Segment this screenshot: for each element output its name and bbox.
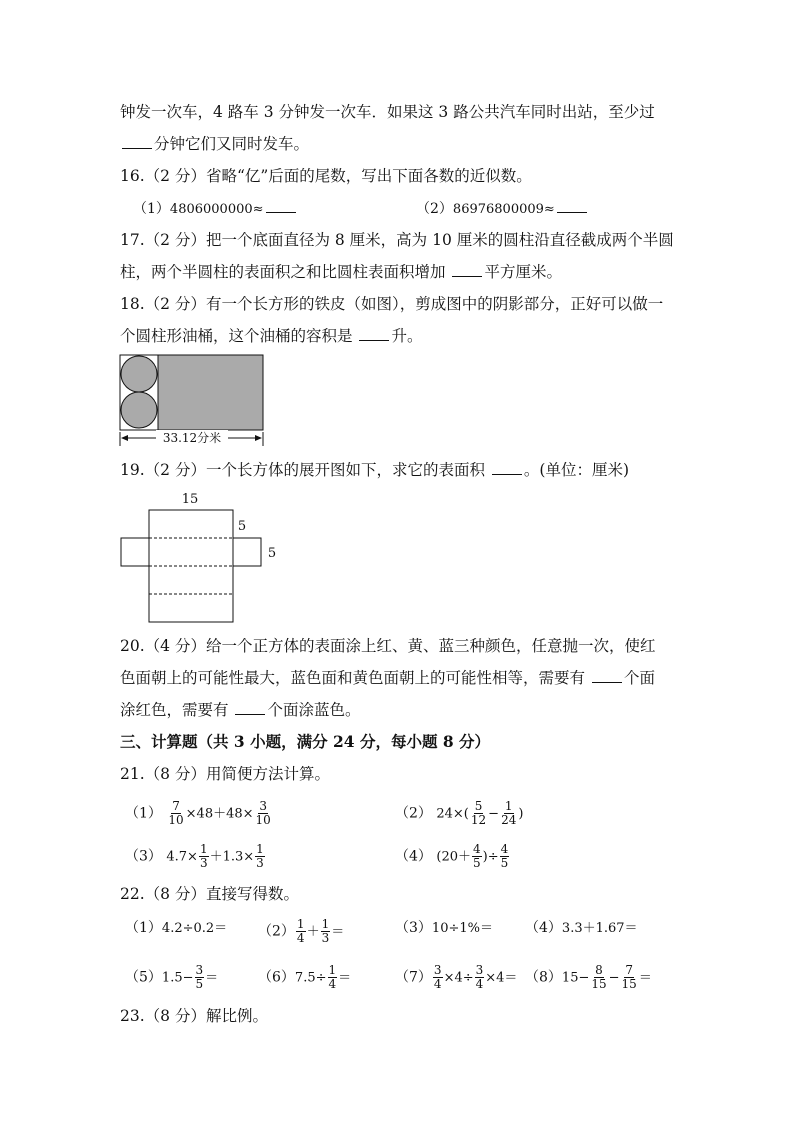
q21-part1 — [125, 800, 273, 827]
denominator: 10 — [255, 813, 271, 827]
fraction — [199, 843, 209, 870]
numerator: 3 — [259, 799, 267, 813]
q19-answer-blank[interactable] — [492, 460, 522, 475]
operator: 1.5− — [161, 970, 194, 986]
q17-line2 — [120, 262, 562, 282]
denominator: 3 — [321, 931, 330, 945]
q22-part1 — [125, 918, 227, 939]
operator: ＋1.3× — [209, 849, 255, 865]
dim-top-label: 15 — [181, 492, 199, 507]
q17-line2-pre: 柱，两个半圆柱的表面积之和比圆柱表面积增加 — [120, 263, 446, 281]
fraction — [296, 918, 306, 945]
circle-bottom — [121, 392, 157, 428]
q17-answer-blank[interactable] — [452, 262, 482, 277]
q17-line2-post: 平方厘米。 — [484, 263, 562, 281]
denominator: 15 — [591, 977, 607, 991]
q18-answer-blank[interactable] — [359, 326, 389, 341]
fraction — [621, 964, 638, 991]
q21-part2-label: （2） — [395, 805, 432, 822]
numerator: 1 — [199, 842, 208, 856]
net-left-flap — [121, 538, 149, 566]
q16-part1 — [133, 198, 298, 220]
operator: 15− — [561, 970, 590, 986]
fraction — [195, 964, 205, 991]
numerator: 3 — [475, 963, 484, 977]
operator: − — [608, 970, 620, 986]
numerator: 4 — [500, 842, 509, 856]
fraction — [475, 964, 485, 991]
q22-part4-label: （4） — [525, 920, 562, 936]
q15-line2-text: 分钟它们又同时发车。 — [154, 135, 310, 153]
q22-part3-label: （3） — [395, 920, 432, 936]
q16-part2-label: （2） — [416, 201, 453, 217]
fraction — [255, 800, 272, 827]
q18-line2-post: 升。 — [391, 327, 423, 345]
fraction — [500, 843, 510, 870]
q16-text: 16.（2 分）省略“亿”后面的尾数，写出下面各数的近似数。 — [120, 167, 532, 185]
denominator: 3 — [199, 856, 208, 870]
q22-part3-expr: 10÷1%＝ — [431, 921, 493, 936]
q20-line1: 20.（4 分）给一个正方体的表面涂上红、黄、蓝三种颜色，任意抛一次，使红 — [120, 637, 656, 655]
section3-title: 三、计算题（共 3 小题，满分 24 分，每小题 8 分） — [120, 732, 491, 751]
numerator: 1 — [328, 963, 337, 977]
numerator: 1 — [321, 917, 330, 931]
circle-top — [121, 356, 157, 392]
q22-part1-expr: 4.2÷0.2＝ — [161, 921, 228, 936]
dim-right-label: 5 — [267, 546, 277, 561]
operator: − — [488, 806, 500, 822]
denominator: 3 — [256, 856, 264, 870]
q21-text: 21.（8 分）用简便方法计算。 — [120, 765, 330, 783]
q16-part2 — [416, 198, 589, 220]
operator: ×4÷ — [443, 970, 474, 986]
numerator: 1 — [504, 799, 513, 813]
q21-part3 — [125, 843, 266, 870]
numerator: 8 — [595, 963, 603, 977]
q15-answer-blank[interactable] — [122, 134, 152, 149]
q22-part8-label: （8） — [525, 969, 562, 986]
q20-red-blank[interactable] — [592, 668, 622, 683]
denominator: 4 — [296, 931, 305, 945]
q20-blue-blank[interactable] — [235, 700, 265, 715]
q22-part2-label: （2） — [258, 923, 295, 940]
q18-line1: 18.（2 分）有一个长方形的铁皮（如图），剪成图中的阴影部分，正好可以做一 — [120, 295, 664, 313]
q20-line3 — [120, 700, 360, 720]
q20-line3-post: 个面涂蓝色。 — [267, 701, 361, 719]
q18-line2-pre: 个圆柱形油桶，这个油桶的容积是 — [120, 327, 353, 345]
operator: ＝ — [338, 970, 352, 986]
denominator: 12 — [470, 813, 487, 827]
q21-part4-label: （4） — [395, 848, 432, 865]
denominator: 15 — [621, 977, 637, 991]
q15-line1: 钟发一次车，4 路车 3 分钟发一次车．如果这 3 路公共汽车同时出站，至少过 — [120, 103, 655, 121]
operator: ＝ — [331, 924, 345, 940]
numerator: 7 — [172, 799, 180, 813]
denominator: 5 — [500, 856, 509, 870]
q19-net-figure — [118, 486, 278, 626]
operator: 4.7× — [166, 849, 198, 865]
q21-part1-label: （1） — [125, 805, 162, 822]
fraction — [590, 964, 607, 991]
q20-line2-post: 个面 — [623, 669, 655, 687]
denominator: 4 — [433, 977, 442, 991]
q21-part3-label: （3） — [125, 848, 162, 865]
q20-line3-pre: 涂红色，需要有 — [120, 701, 229, 719]
q19-text-pre: 19.（2 分）一个长方体的展开图如下，求它的表面积 — [120, 461, 485, 479]
q20-line2-pre: 色面朝上的可能性最大，蓝色面和黄色面朝上的可能性相等，需要有 — [120, 669, 586, 687]
q21-part2 — [395, 800, 523, 827]
q22-part4 — [525, 918, 638, 939]
numerator: 3 — [433, 963, 442, 977]
q22-part8 — [525, 964, 652, 991]
q21-part4 — [395, 843, 510, 870]
denominator: 5 — [473, 856, 481, 870]
numerator: 1 — [296, 917, 305, 931]
operator: ＝ — [205, 970, 219, 986]
numerator: 4 — [473, 842, 481, 856]
numerator: 7 — [625, 963, 633, 977]
operator: 24×( — [436, 806, 469, 822]
denominator: 5 — [195, 977, 204, 991]
q16-part1-label: （1） — [133, 201, 170, 217]
q22-part1-label: （1） — [125, 920, 162, 936]
q15-line2 — [120, 134, 309, 154]
denominator: 4 — [328, 977, 337, 991]
operator: ＋ — [306, 924, 320, 940]
numerator: 3 — [195, 963, 204, 977]
fraction — [321, 918, 331, 945]
q18-line2 — [120, 326, 422, 346]
q22-text: 22.（8 分）直接写得数。 — [120, 885, 299, 903]
q16-part2-expr: 86976800009≈ — [452, 202, 555, 217]
q22-part6-label: （6） — [258, 969, 295, 986]
fraction — [500, 800, 517, 827]
numerator: 5 — [474, 799, 483, 813]
fraction — [470, 800, 487, 827]
q22-part7 — [395, 964, 517, 991]
q22-part7-label: （7） — [395, 969, 432, 986]
q23-text: 23.（8 分）解比例。 — [120, 1007, 268, 1025]
dim-mid-label: 5 — [237, 519, 247, 534]
operator: 7.5÷ — [294, 970, 327, 986]
fraction — [328, 964, 338, 991]
denominator: 24 — [501, 813, 517, 827]
q17-line1: 17.（2 分）把一个底面直径为 8 厘米，高为 10 厘米的圆柱沿直径截成两个半圆 — [120, 231, 674, 249]
operator: (20＋ — [436, 849, 471, 865]
operator: ) — [518, 806, 524, 822]
q22-part5 — [125, 964, 218, 991]
operator: )÷ — [482, 849, 499, 865]
q18-figure — [118, 354, 268, 448]
q22-part4-expr: 3.3＋1.67＝ — [561, 921, 638, 936]
numerator: 1 — [256, 842, 264, 856]
q22-part3 — [395, 918, 493, 939]
operator: ＝ — [638, 970, 652, 986]
q16-part1-expr: 4806000000≈ — [169, 202, 264, 217]
operator: ×48＋48× — [185, 806, 254, 822]
q22-part6 — [258, 964, 351, 991]
net-right-flap — [233, 538, 261, 566]
figure-length-label: 33.12分米 — [162, 431, 222, 445]
q16-part2-blank[interactable] — [557, 198, 587, 213]
denominator: 10 — [168, 813, 184, 827]
q20-line2 — [120, 668, 655, 688]
q16-part1-blank[interactable] — [266, 198, 296, 213]
fraction — [433, 964, 443, 991]
q22-part5-label: （5） — [125, 969, 162, 986]
fraction — [255, 843, 265, 870]
q22-part2 — [258, 918, 344, 945]
denominator: 4 — [475, 977, 484, 991]
q19-text-post: 。(单位：厘米) — [523, 461, 629, 479]
q19-text — [120, 460, 629, 480]
fraction — [472, 843, 482, 870]
fraction — [167, 800, 184, 827]
operator: ×4＝ — [485, 970, 518, 986]
